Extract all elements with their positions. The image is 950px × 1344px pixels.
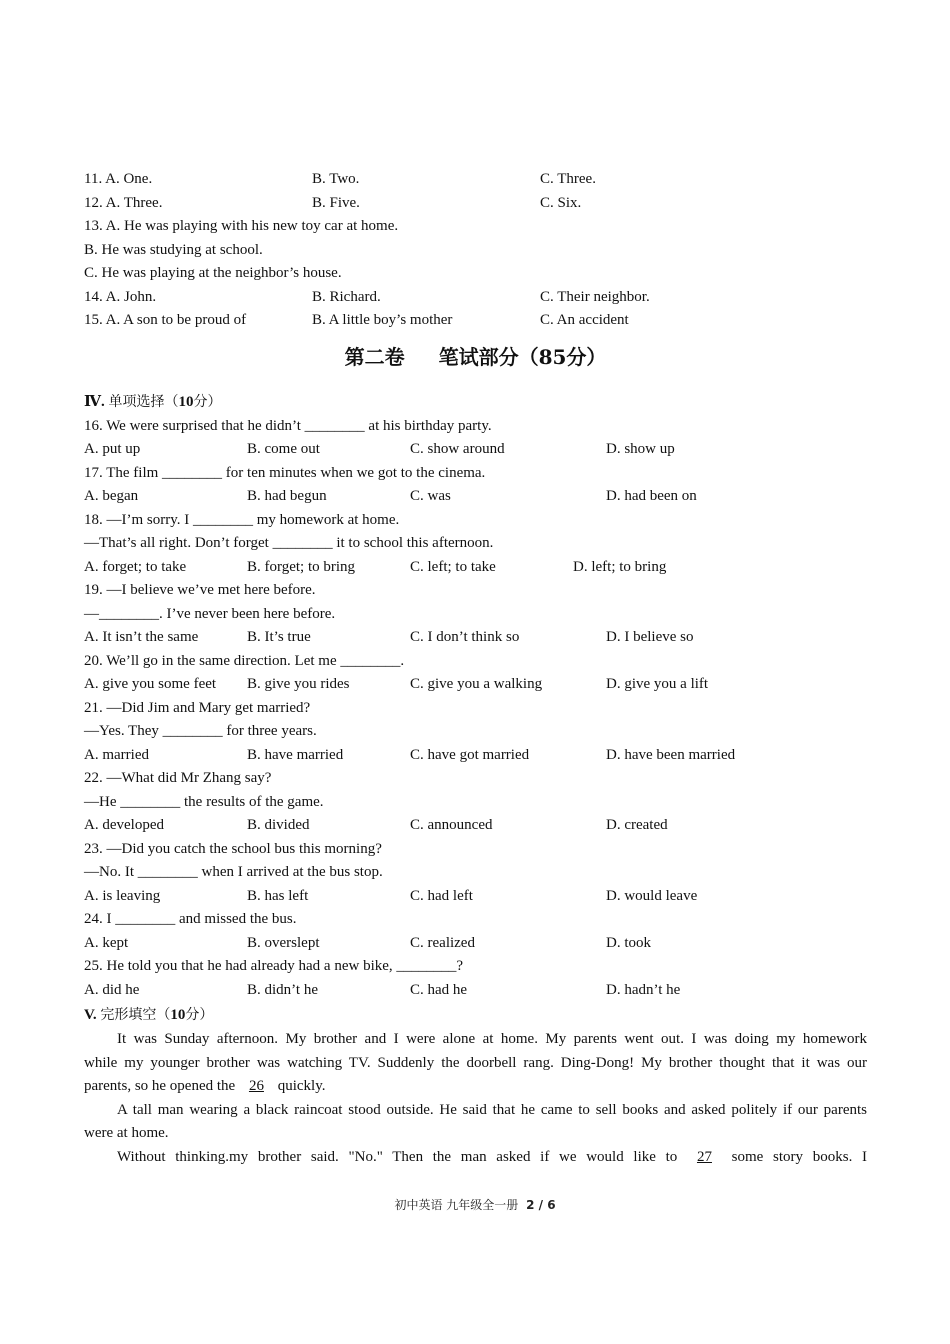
section-title-close: 分） [193,393,222,410]
option-a: B. He was studying at school. [84,241,263,258]
part-two-title [84,333,867,389]
section-points: 10 [178,393,194,410]
option-d[interactable]: D. left; to bring [573,558,667,575]
question-options [84,626,867,650]
part-two-label: 第二卷 [344,344,405,369]
footer-text: 初中英语 九年级全一册 [394,1198,519,1212]
cloze-text: some story books. I [731,1148,868,1165]
section-5-heading [84,1002,867,1028]
option-c: C. An accident [540,312,629,328]
cloze-text: while my younger brother was watching TV. Suddenly the doorbell rang. Ding-Dong! My brother thought that it was our [84,1054,867,1071]
question-reply: —Yes. They ________ for three years. [84,723,317,739]
option-b[interactable]: B. had begun [247,488,327,504]
option-d[interactable]: D. have been married [606,746,736,763]
option-a: C. He was playing at the neighbor’s house. [84,265,342,281]
option-c[interactable]: C. announced [410,817,493,833]
question-options [84,438,867,462]
listening-row [84,239,867,263]
option-c[interactable]: C. realized [410,934,475,951]
cloze-paragraph-2 [84,1099,867,1123]
option-b[interactable]: B. It’s true [247,629,311,645]
question-options [84,932,867,956]
cloze-paragraph-2-line-2 [84,1122,867,1146]
part-two-subtitle: 笔试部分（85分） [438,344,607,369]
option-d[interactable]: D. had been on [606,488,697,504]
option-a: 15. A. A son to be proud of [84,312,247,328]
option-b: B. Two. [312,171,360,187]
option-a[interactable]: A. kept [84,934,129,951]
cloze-blank-26[interactable]: 26 [248,1078,264,1094]
question-stem: 24. I ________ and missed the bus. [84,911,297,927]
option-c[interactable]: C. had left [410,887,473,904]
listening-row [84,286,867,310]
option-a: 11. A. One. [84,171,153,187]
option-c[interactable]: C. give you a walking [410,676,543,692]
option-b[interactable]: B. overslept [247,934,320,951]
option-b[interactable]: B. give you rides [247,676,350,692]
question-reply: —That’s all right. Don’t forget ________ it to school this afternoon. [84,535,494,551]
section-4-heading [84,389,867,415]
cloze-paragraph-1-line-3 [84,1075,867,1099]
option-a[interactable]: A. It isn’t the same [84,629,199,645]
cloze-paragraph-1 [84,1028,867,1052]
question-stem: 17. The film ________ for ten minutes when we got to the cinema. [84,464,486,481]
question-options [84,744,867,768]
section-number: Ⅳ. [84,393,105,410]
option-a[interactable]: A. developed [84,817,164,833]
option-b[interactable]: B. divided [247,817,310,833]
option-a[interactable]: A. give you some feet [84,676,217,692]
question-options [84,885,867,909]
option-c[interactable]: C. I don’t think so [410,629,520,645]
cloze-text: parents, so he opened the [84,1078,236,1094]
page-number: 2 / 6 [526,1198,556,1212]
question-stem: 18. —I’m sorry. I ________ my homework at home. [84,511,400,528]
listening-row [84,168,867,192]
option-a[interactable]: A. married [84,746,149,763]
question-stem: 21. —Did Jim and Mary get married? [84,699,311,716]
option-a[interactable]: A. did he [84,981,140,998]
option-d[interactable]: D. created [606,817,668,833]
option-a: 13. A. He was playing with his new toy car at home. [84,218,399,234]
listening-row [84,192,867,216]
option-d[interactable]: D. would leave [606,887,698,904]
section-title-close: 分） [185,1007,214,1023]
option-b: B. Richard. [312,288,381,305]
listening-answers [84,168,867,333]
section-number: V. [84,1007,97,1023]
listening-row [84,309,867,333]
question-options [84,979,867,1003]
section-points: 10 [170,1007,186,1023]
listening-row [84,262,867,286]
option-d[interactable]: D. hadn’t he [606,981,681,998]
cloze-text: were at home. [84,1125,169,1141]
section-title: 单项选择（ [108,393,179,410]
option-a[interactable]: A. began [84,488,139,504]
option-c[interactable]: C. left; to take [410,558,496,575]
question-options [84,556,867,580]
question-stem: 19. —I believe we’ve met here before. [84,582,316,598]
option-a[interactable]: A. put up [84,441,141,457]
option-b: B. Five. [312,194,360,211]
option-b[interactable]: B. have married [247,746,344,763]
page-footer [0,1196,950,1213]
option-c[interactable]: C. have got married [410,746,530,763]
option-d[interactable]: D. took [606,934,651,951]
option-a[interactable]: A. forget; to take [84,558,187,575]
option-c: C. Their neighbor. [540,288,650,305]
multiple-choice-questions [84,415,867,1003]
option-b[interactable]: B. didn’t he [247,981,318,998]
question-options [84,673,867,697]
question-options [84,814,867,838]
option-b[interactable]: B. forget; to bring [247,558,356,575]
question-options [84,485,867,509]
cloze-paragraph-1-line-2 [84,1052,867,1076]
question-reply: —No. It ________ when I arrived at the bus stop. [84,864,383,880]
option-a: 12. A. Three. [84,194,163,211]
option-d[interactable]: D. show up [606,441,675,457]
page-content [84,168,867,1169]
option-d[interactable]: D. I believe so [606,629,694,645]
cloze-text: It was Sunday afternoon. My brother and I were alone at home. My parents went out. I was doing my homework [117,1031,867,1047]
option-d[interactable]: D. give you a lift [606,676,709,692]
question-stem: 25. He told you that he had already had a new bike, ________? [84,958,464,974]
cloze-paragraph-3 [84,1146,867,1170]
option-b[interactable]: B. come out [247,441,320,457]
cloze-passage [84,1028,867,1169]
option-c[interactable]: C. show around [410,441,505,457]
option-a[interactable]: A. is leaving [84,887,161,904]
option-b: B. A little boy’s mother [312,312,453,328]
cloze-blank-27[interactable]: 27 [696,1148,712,1165]
question-stem: 16. We were surprised that he didn’t ________ at his birthday party. [84,417,492,434]
option-c[interactable]: C. was [410,488,451,504]
question-stem: 20. We’ll go in the same direction. Let me ________. [84,652,405,669]
option-b[interactable]: B. has left [247,887,309,904]
question-reply: —________. I’ve never been here before. [84,605,336,622]
option-c[interactable]: C. had he [410,981,468,998]
option-c: C. Three. [540,171,596,187]
question-stem: 22. —What did Mr Zhang say? [84,770,272,786]
option-a: 14. A. John. [84,288,157,305]
listening-row [84,215,867,239]
question-reply: —He ________ the results of the game. [84,793,324,810]
option-c: C. Six. [540,194,582,211]
cloze-text: Without thinking.my brother said. "No." Then the man asked if we would like to [117,1148,678,1165]
cloze-text: A tall man wearing a black raincoat stood outside. He said that he came to sell books and asked politely if our parents [117,1101,867,1118]
section-title: 完形填空（ [100,1007,171,1023]
cloze-text: quickly. [277,1078,326,1094]
question-stem: 23. —Did you catch the school bus this morning? [84,840,382,857]
